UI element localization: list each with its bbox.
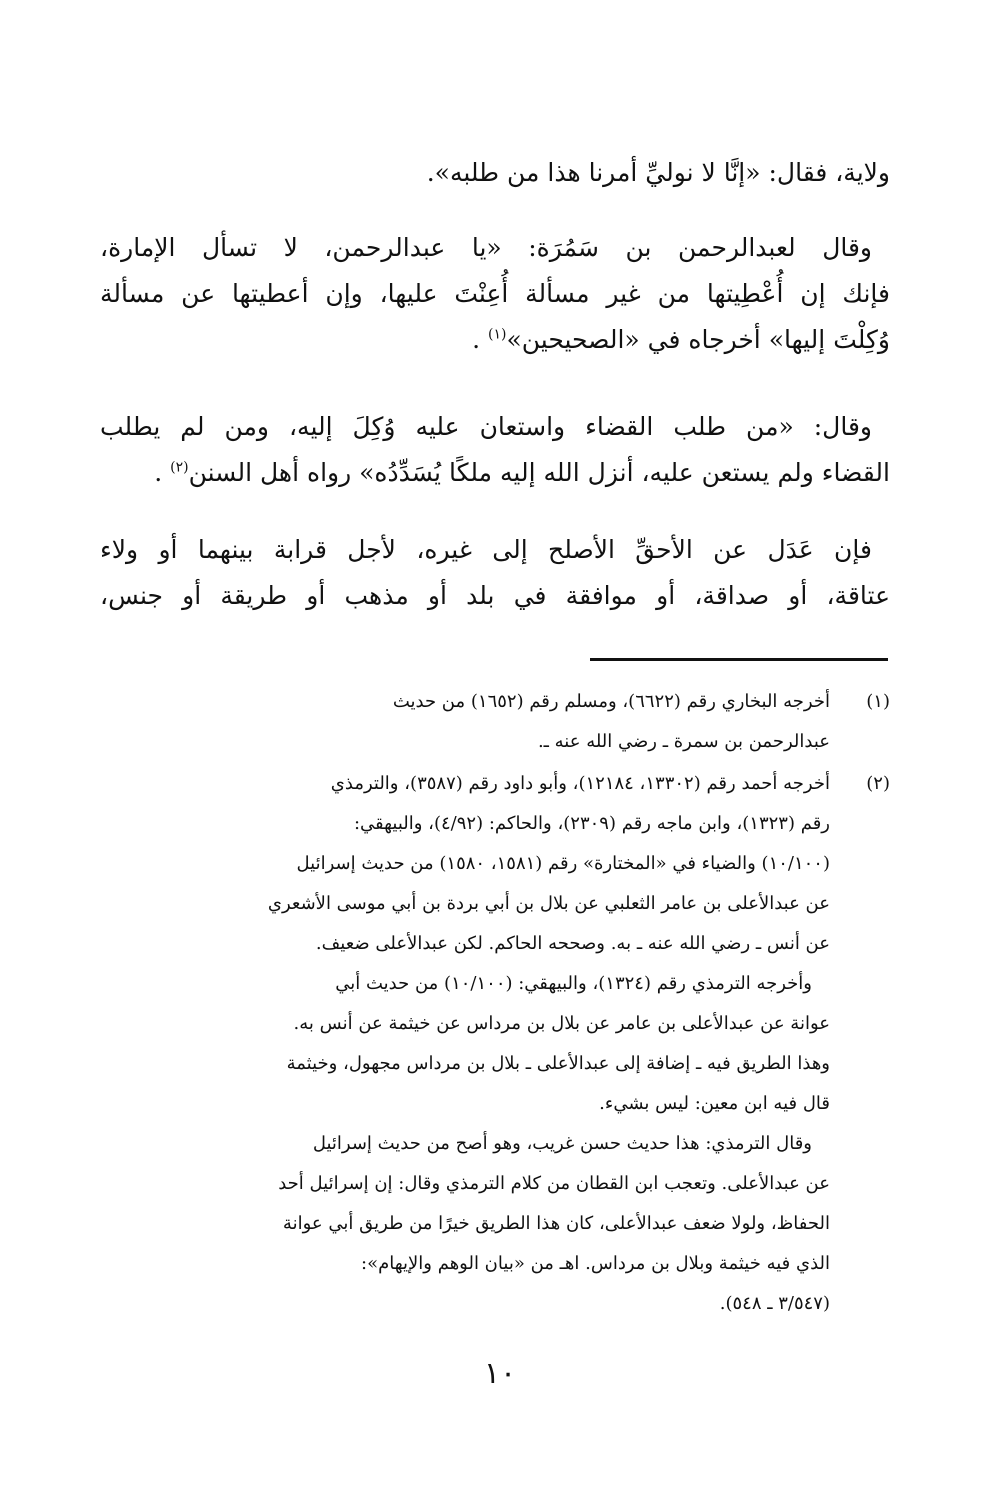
footnote-separator (590, 658, 888, 661)
text-line: فإنك إن أُعْطِيتها من غير مسألة أُعِنْتَ عليها، وإن أعطيتها عن مسألة (100, 279, 890, 308)
footnote-line: (١٠/١٠٠) والضياء في «المختارة» رقم (١٥٨١، ١٥٨٠) من حديث إسرائيل (296, 853, 830, 874)
footnote-line: وقال الترمذي: هذا حديث حسن غريب، وهو أصح من حديث إسرائيل (312, 1133, 812, 1154)
footnote-line: عوانة عن عبدالأعلى بن عامر عن بلال بن مرداس عن خيثمة عن أنس به. (293, 1013, 830, 1034)
paragraph-2 (100, 225, 890, 363)
paragraph-3 (100, 404, 890, 496)
footnote-line: رقم (١٣٢٣)، وابن ماجه رقم (٢٣٠٩)، والحاكم: (٤/٩٢)، والبيهقي: (353, 813, 830, 834)
footnote-line: وأخرجه الترمذي رقم (١٣٢٤)، والبيهقي: (١٠/١٠٠) من حديث أبي (335, 973, 812, 994)
footnote-line: أخرجه البخاري رقم (٦٦٢٢)، ومسلم رقم (١٦٥٢) من حديث (392, 691, 830, 712)
footnote-number: (٢) (866, 773, 890, 794)
footnote-2 (100, 764, 890, 1324)
footnote-line: عن عبدالأعلى. وتعجب ابن القطان من كلام الترمذي وقال: إن إسرائيل أحد (278, 1173, 830, 1194)
page-number: ١٠ (483, 1356, 517, 1391)
footnote-line: الذي فيه خيثمة وبلال بن مرداس. اهـ من «بيان الوهم والإيهام»: (361, 1253, 830, 1274)
footnote-number: (١) (866, 691, 890, 712)
paragraph-1 (100, 150, 890, 196)
text-line: وقال لعبدالرحمن بن سَمُرَة: «يا عبدالرحمن، لا تسأل الإمارة، (100, 233, 872, 262)
footnote-line: عبدالرحمن بن سمرة ـ رضي الله عنه ـ. (537, 731, 830, 752)
footnote-line: الحفاظ، ولولا ضعف عبدالأعلى، كان هذا الطريق خيرًا من طريق أبي عوانة (282, 1213, 830, 1234)
footnote-ref-1: (١) (488, 326, 507, 343)
text-line: فإن عَدَل عن الأحقِّ الأصلح إلى غيره، لأجل قرابة بينهما أو ولاء (100, 535, 872, 564)
footnote-line: وهذا الطريق فيه ـ إضافة إلى عبدالأعلى ـ بلال بن مرداس مجهول، وخيثمة (286, 1053, 830, 1074)
text-line: ولاية، فقال: «إنَّا لا نوليِّ أمرنا هذا من طلبه». (426, 158, 890, 187)
text-line: عتاقة، أو صداقة، أو موافقة في بلد أو مذهب أو طريقة أو جنس، (100, 581, 890, 610)
text-line: وقال: «من طلب القضاء واستعان عليه وُكِلَ إليه، ومن لم يطلب (100, 412, 872, 441)
footnote-line: عن أنس ـ رضي الله عنه ـ به. وصححه الحاكم. لكن عبدالأعلى ضعيف. (315, 933, 830, 954)
footnote-1 (100, 682, 890, 762)
footnote-line: عن عبدالأعلى بن عامر الثعلبي عن بلال بن أبي بردة بن أبي موسى الأشعري (267, 893, 830, 914)
footnote-ref-2: (٢) (170, 459, 189, 476)
text-line: وُكِلْتَ إليها» أخرجاه في «الصحيحين»$^{(١)}$ . (472, 325, 890, 354)
footnote-line: أخرجه أحمد رقم (١٣٣٠٢، ١٢١٨٤)، وأبو داود رقم (٣٥٨٧)، والترمذي (330, 773, 830, 794)
paragraph-4 (100, 527, 890, 619)
footnote-line: قال فيه ابن معين: ليس بشيء. (599, 1093, 830, 1114)
text-line: القضاء ولم يستعن عليه، أنزل الله إليه ملكًا يُسَدِّدُه» رواه أهل السنن$^{(٢)}$ . (154, 458, 890, 487)
footnote-line: (٣/٥٤٧ ـ ٥٤٨). (719, 1293, 830, 1314)
